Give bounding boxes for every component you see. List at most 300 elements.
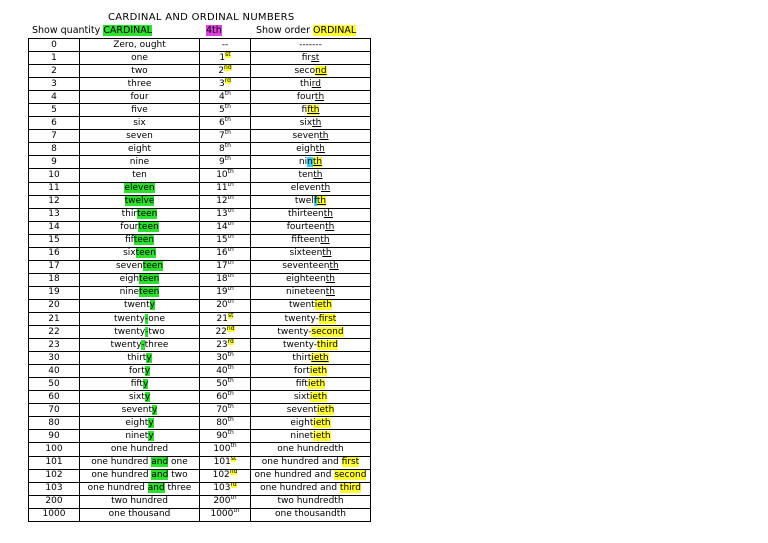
ordinal-word-cell: [251, 312, 371, 325]
cardinal-word-part: and: [151, 457, 169, 468]
cardinal-word-part: one hundred: [87, 483, 148, 494]
number-cell: 100: [29, 443, 80, 456]
ordinal-word-part: th: [325, 222, 335, 233]
ordinal-word-part: two hundredth: [277, 496, 344, 507]
cardinal-word-part: eleven: [124, 183, 155, 194]
ordinal-number-cell: [200, 430, 251, 443]
ordinal-number-cell: [200, 495, 251, 508]
ordinal-suffix: th: [227, 351, 234, 358]
ordinal-number: 40: [216, 365, 228, 376]
ordinal-word-cell: [251, 404, 371, 417]
cardinal-cell: [80, 365, 200, 378]
ordinal-number: 2: [218, 65, 225, 76]
cardinal-cell: [80, 260, 200, 273]
ordinal-suffix: th: [227, 390, 234, 397]
number-cell: 80: [29, 417, 80, 430]
number-cell: 7: [29, 130, 80, 143]
ordinal-word-cell: [251, 469, 371, 482]
table-row: [29, 65, 371, 78]
number-cell: 4: [29, 91, 80, 104]
ordinal-suffix: th: [227, 234, 234, 241]
number-cell: 10: [29, 169, 80, 182]
ordinal-suffix: th: [227, 364, 234, 371]
ordinal-number: --: [221, 39, 229, 50]
ordinal-number: 15: [216, 235, 228, 246]
ordinal-number: 70: [216, 404, 228, 415]
cardinal-word-part: teen: [135, 248, 156, 259]
cardinal-cell: [80, 208, 200, 221]
ordinal-number-cell: [200, 273, 251, 286]
cardinal-word-part: y: [148, 417, 154, 428]
ordinal-suffix: th: [224, 90, 231, 97]
ordinal-number: 11: [216, 183, 228, 194]
cardinal-cell: [80, 182, 200, 195]
column-header-row: [28, 25, 370, 38]
ordinal-number-cell: [200, 508, 251, 521]
ordinal-word-cell: [251, 117, 371, 130]
ordinal-word-cell: [251, 365, 371, 378]
cardinal-word-part: two: [131, 65, 148, 76]
ordinal-word-part: twenty-: [284, 313, 319, 324]
number-cell: 70: [29, 404, 80, 417]
number-cell: 8: [29, 143, 80, 156]
ordinal-suffix: th: [227, 416, 234, 423]
ordinal-number-cell: [200, 286, 251, 299]
ordinal-number: 4: [219, 91, 225, 102]
ordinal-word-part: -------: [299, 39, 322, 50]
ordinal-word-part: ieth: [313, 430, 331, 441]
ordinal-word-part: nd: [315, 65, 327, 76]
cardinal-word-part: thir: [121, 209, 138, 220]
ordinal-number-cell: [200, 169, 251, 182]
ordinal-number: 18: [216, 274, 228, 285]
cardinal-word-part: two: [168, 470, 188, 481]
cardinal-word-part: eigh: [119, 274, 140, 285]
cardinal-word-part: two: [148, 326, 165, 337]
table-row: [29, 221, 371, 234]
cardinal-cell: [80, 456, 200, 469]
table-row: [29, 104, 371, 117]
cardinal-word-part: teen: [139, 274, 160, 285]
ordinal-number: 103: [213, 483, 231, 494]
ordinal-number: 12: [216, 196, 228, 207]
ordinal-word-part: th: [325, 274, 335, 285]
ordinal-word-part: third: [317, 339, 339, 350]
ordinal-suffix: th: [227, 195, 234, 202]
table-row: [29, 143, 371, 156]
cardinal-word-part: nine: [129, 156, 150, 167]
ordinal-number: 3: [219, 78, 225, 89]
ordinal-number: 6: [219, 117, 225, 128]
ordinal-number: 90: [216, 430, 228, 441]
number-cell: 9: [29, 156, 80, 169]
ordinal-suffix: rd: [224, 77, 231, 84]
ordinal-number-cell: [200, 299, 251, 312]
number-cell: 16: [29, 247, 80, 260]
numbers-table: [28, 38, 371, 522]
ordinal-word-part: seventeen: [282, 261, 330, 272]
ordinal-word-part: th: [323, 209, 333, 220]
ordinal-word-cell: [251, 326, 371, 339]
cardinal-word-part: twenty: [114, 326, 146, 337]
cardinal-cell: [80, 65, 200, 78]
number-cell: 6: [29, 117, 80, 130]
ordinal-word-cell: [251, 78, 371, 91]
ordinal-word-part: sixt: [293, 391, 310, 402]
ordinal-number: 80: [216, 417, 228, 428]
table-row: [29, 52, 371, 65]
ordinal-suffix: th: [224, 103, 231, 110]
cardinal-cell: [80, 273, 200, 286]
table-row: [29, 443, 371, 456]
ordinal-word-part: sixteen: [289, 248, 323, 259]
ordinal-number-cell: [200, 182, 251, 195]
cardinal-cell: [80, 482, 200, 495]
cardinal-cell: [80, 443, 200, 456]
ordinal-number-cell: [200, 156, 251, 169]
ordinal-word-part: th: [315, 143, 325, 154]
ordinal-word-cell: [251, 130, 371, 143]
cardinal-cell: [80, 39, 200, 52]
ordinal-word-cell: [251, 91, 371, 104]
ordinal-word-part: th: [314, 91, 325, 102]
ordinal-word-part: second: [311, 326, 344, 337]
ordinal-word-cell: [251, 104, 371, 117]
table-row: [29, 430, 371, 443]
ordinal-word-cell: [251, 339, 371, 352]
ordinal-number-cell: [200, 247, 251, 260]
ordinal-number-cell: [200, 352, 251, 365]
ordinal-word-part: nineteen: [286, 287, 326, 298]
cardinal-cell: [80, 104, 200, 117]
ordinal-number: 8: [219, 143, 225, 154]
ordinal-number-cell: [200, 404, 251, 417]
ordinal-number: 100: [213, 443, 231, 454]
ordinal-suffix: th: [230, 495, 237, 502]
ordinal-number-cell: [200, 78, 251, 91]
ordinal-word-part: eight: [290, 417, 314, 428]
number-cell: 3: [29, 78, 80, 91]
table-row: [29, 312, 371, 325]
ordinal-number: 102: [212, 470, 230, 481]
cardinal-word-part: -: [144, 313, 149, 324]
ordinal-word-cell: [251, 378, 371, 391]
ordinal-number-cell: [200, 221, 251, 234]
ordinal-word-part: fifteen: [291, 235, 321, 246]
ordinal-number-cell: [200, 65, 251, 78]
ordinal-number: 101: [213, 457, 231, 468]
ordinal-word-cell: [251, 52, 371, 65]
ordinal-suffix: th: [227, 247, 234, 254]
ordinal-suffix: th: [227, 299, 234, 306]
cardinal-word-part: four: [130, 91, 149, 102]
ordinal-number-cell: [200, 391, 251, 404]
table-row: [29, 352, 371, 365]
cardinal-word-part: three: [127, 78, 152, 89]
table-row: [29, 156, 371, 169]
ordinal-suffix: th: [233, 508, 240, 515]
number-cell: 23: [29, 339, 80, 352]
ordinal-suffix: nd: [226, 325, 235, 332]
ordinal-word-cell: [251, 456, 371, 469]
table-row: [29, 247, 371, 260]
ordinal-number-cell: [200, 117, 251, 130]
cardinal-word-part: y: [152, 404, 158, 415]
ordinal-number-cell: [200, 378, 251, 391]
ordinal-suffix: th: [224, 116, 231, 123]
header-cardinal-highlight: CARDINAL: [103, 25, 153, 36]
ordinal-number: 7: [219, 130, 225, 141]
cardinal-word-part: four: [120, 222, 139, 233]
cardinal-word-part: nine: [119, 287, 140, 298]
number-cell: 13: [29, 208, 80, 221]
cardinal-cell: [80, 143, 200, 156]
ordinal-suffix: nd: [229, 469, 238, 476]
cardinal-cell: [80, 404, 200, 417]
ordinal-suffix: th: [224, 155, 231, 162]
ordinal-word-cell: [251, 221, 371, 234]
ordinal-suffix: nd: [224, 64, 232, 71]
cardinal-word-part: six: [133, 117, 146, 128]
ordinal-number-cell: [200, 234, 251, 247]
cardinal-word-part: one: [131, 52, 148, 63]
ordinal-suffix: th: [230, 442, 237, 449]
ordinal-word-cell: [251, 208, 371, 221]
ordinal-suffix: st: [227, 312, 234, 319]
ordinal-word-cell: [251, 247, 371, 260]
ordinal-word-part: f: [313, 196, 317, 207]
number-cell: 18: [29, 273, 80, 286]
ordinal-word-cell: [251, 495, 371, 508]
table-row: [29, 456, 371, 469]
number-cell: 200: [29, 495, 80, 508]
ordinal-word-cell: [251, 286, 371, 299]
number-cell: 40: [29, 365, 80, 378]
ordinal-number-cell: [200, 312, 251, 325]
number-cell: 11: [29, 182, 80, 195]
ordinal-suffix: rd: [227, 338, 234, 345]
ordinal-word-part: first: [318, 313, 337, 324]
ordinal-word-part: third: [339, 483, 361, 494]
number-cell: 90: [29, 430, 80, 443]
ordinal-suffix: th: [227, 286, 234, 293]
cardinal-cell: [80, 130, 200, 143]
ordinal-word-part: th: [313, 169, 323, 180]
cardinal-cell: [80, 156, 200, 169]
ordinal-number-cell: [200, 339, 251, 352]
ordinal-number: 17: [216, 261, 228, 272]
cardinal-cell: [80, 339, 200, 352]
table-row: [29, 299, 371, 312]
cardinal-cell: [80, 469, 200, 482]
number-cell: 22: [29, 326, 80, 339]
ordinal-word-part: ten: [298, 169, 314, 180]
ordinal-number-cell: [200, 52, 251, 65]
ordinal-word-part: ieth: [311, 352, 329, 363]
ordinal-number: 9: [219, 156, 225, 167]
ordinal-word-part: th: [320, 183, 331, 194]
header-ordinal: [256, 25, 356, 36]
number-cell: 50: [29, 378, 80, 391]
cardinal-word-part: eight: [125, 417, 149, 428]
cardinal-word-part: y: [142, 378, 149, 389]
ordinal-number-cell: [200, 326, 251, 339]
ordinal-suffix: st: [230, 456, 237, 463]
table-row: [29, 91, 371, 104]
table-row: [29, 339, 371, 352]
ordinal-number: 23: [216, 339, 228, 350]
ordinal-word-cell: [251, 143, 371, 156]
ordinal-word-cell: [251, 430, 371, 443]
ordinal-word-part: one hundred and: [254, 470, 335, 481]
ordinal-suffix: th: [224, 129, 231, 136]
ordinal-suffix: st: [225, 51, 231, 58]
ordinal-number-cell: [200, 39, 251, 52]
cardinal-cell: [80, 169, 200, 182]
ordinal-word-part: first: [341, 457, 360, 468]
table-row: [29, 182, 371, 195]
ordinal-word-part: twenty-: [282, 339, 318, 350]
ordinal-number: 5: [219, 104, 225, 115]
cardinal-cell: [80, 352, 200, 365]
ordinal-number: 1: [219, 52, 226, 63]
ordinal-suffix: th: [227, 208, 234, 215]
number-cell: 14: [29, 221, 80, 234]
table-row: [29, 469, 371, 482]
ordinal-suffix: th: [227, 273, 234, 280]
header-ordinal-highlight: ORDINAL: [313, 25, 357, 36]
number-cell: 1000: [29, 508, 80, 521]
page-title: CARDINAL AND ORDINAL NUMBERS: [108, 12, 295, 23]
ordinal-number: 60: [216, 391, 228, 402]
number-cell: 102: [29, 469, 80, 482]
ordinal-word-cell: [251, 443, 371, 456]
ordinal-number-cell: [200, 456, 251, 469]
ordinal-number-cell: [200, 469, 251, 482]
ordinal-word-part: fth: [307, 104, 320, 115]
ordinal-word-part: fi: [301, 104, 308, 115]
ordinal-suffix: th: [227, 429, 234, 436]
cardinal-word-part: teen: [133, 235, 154, 246]
cardinal-word-part: seven: [115, 261, 143, 272]
number-cell: 1: [29, 52, 80, 65]
ordinal-word-part: ieth: [309, 391, 328, 402]
ordinal-number-cell: [200, 365, 251, 378]
cardinal-word-part: fif: [125, 235, 134, 246]
ordinal-word-part: one hundred and: [260, 483, 340, 494]
cardinal-word-part: one hundred: [110, 443, 169, 454]
table-row: [29, 169, 371, 182]
cardinal-word-part: y: [149, 300, 155, 311]
cardinal-word-part: seven: [126, 130, 153, 141]
ordinal-number-cell: [200, 443, 251, 456]
ordinal-word-part: thi: [300, 78, 312, 89]
ordinal-number: 19: [216, 287, 228, 298]
ordinal-word-part: th: [312, 156, 323, 167]
ordinal-word-cell: [251, 260, 371, 273]
ordinal-number: 21: [216, 313, 228, 324]
number-cell: 101: [29, 456, 80, 469]
ordinal-word-part: thirt: [292, 352, 312, 363]
cardinal-cell: [80, 495, 200, 508]
ordinal-word-part: six: [299, 117, 313, 128]
ordinal-word-part: one hundred and: [261, 457, 342, 468]
ordinal-word-part: ieth: [313, 417, 331, 428]
table-row: [29, 482, 371, 495]
cardinal-cell: [80, 91, 200, 104]
ordinal-suffix: th: [227, 182, 234, 189]
table-row: [29, 117, 371, 130]
ordinal-word-part: second: [334, 470, 367, 481]
ordinal-word-part: n: [307, 156, 313, 167]
ordinal-number-cell: [200, 104, 251, 117]
ordinal-word-cell: [251, 169, 371, 182]
ordinal-word-part: fort: [293, 365, 310, 376]
cardinal-word-part: three: [164, 483, 192, 494]
ordinal-word-part: th: [325, 287, 335, 298]
ordinal-number-cell: [200, 208, 251, 221]
ordinal-word-part: th: [316, 196, 327, 207]
ordinal-word-part: ieth: [314, 300, 332, 311]
ordinal-number-cell: [200, 260, 251, 273]
table-row: [29, 130, 371, 143]
ordinal-word-part: ninet: [290, 430, 314, 441]
cardinal-word-part: -: [141, 339, 145, 350]
cardinal-word-part: six: [123, 248, 136, 259]
ordinal-number-cell: [200, 130, 251, 143]
header-cardinal: [32, 25, 152, 36]
ordinal-number-cell: [200, 482, 251, 495]
cardinal-cell: [80, 326, 200, 339]
table-row: [29, 39, 371, 52]
ordinal-number: 10: [216, 169, 228, 180]
cardinal-word-part: teen: [139, 287, 160, 298]
cardinal-cell: [80, 195, 200, 208]
table-row: [29, 326, 371, 339]
ordinal-word-part: eighteen: [286, 274, 326, 285]
ordinal-word-part: fift: [295, 378, 308, 389]
cardinal-cell: [80, 312, 200, 325]
table-row: [29, 495, 371, 508]
ordinal-word-cell: [251, 482, 371, 495]
cardinal-word-part: fift: [130, 378, 143, 389]
number-cell: 103: [29, 482, 80, 495]
cardinal-word-part: one hundred: [91, 470, 152, 481]
ordinal-word-cell: [251, 65, 371, 78]
cardinal-word-part: -: [145, 326, 149, 337]
table-row: [29, 417, 371, 430]
ordinal-word-part: twel: [294, 196, 314, 207]
ordinal-number: 16: [216, 248, 228, 259]
cardinal-word-part: teen: [138, 222, 159, 233]
ordinal-word-part: twent: [289, 300, 315, 311]
ordinal-number-cell: [200, 195, 251, 208]
ordinal-word-part: eleven: [290, 183, 321, 194]
ordinal-word-cell: [251, 234, 371, 247]
ordinal-number-cell: [200, 143, 251, 156]
table-row: [29, 208, 371, 221]
ordinal-number: 20: [216, 300, 228, 311]
ordinal-word-part: th: [329, 261, 339, 272]
cardinal-word-part: ten: [132, 169, 147, 180]
cardinal-cell: [80, 286, 200, 299]
ordinal-word-part: fourteen: [286, 222, 326, 233]
cardinal-word-part: fort: [128, 365, 145, 376]
ordinal-word-part: st: [311, 52, 320, 63]
number-cell: 20: [29, 299, 80, 312]
cardinal-word-part: twenty: [110, 339, 142, 350]
cardinal-cell: [80, 247, 200, 260]
